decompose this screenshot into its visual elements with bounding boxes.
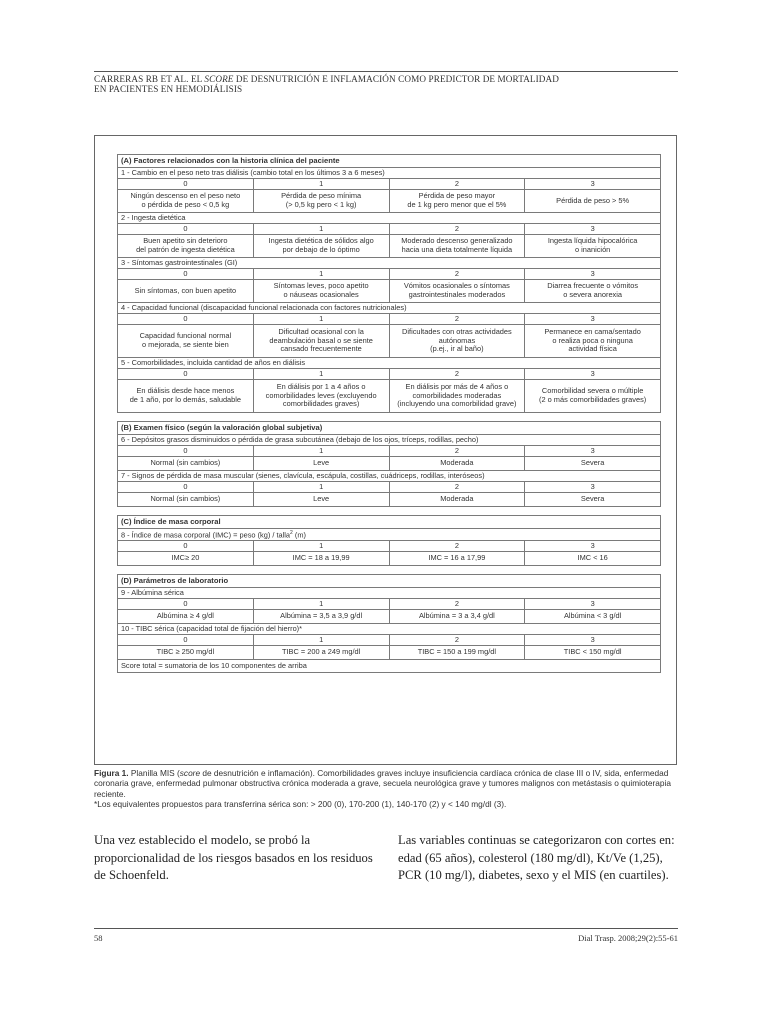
item-label: 6 - Depósitos grasos disminuidos o pérdida de grasa subcutánea (debajo de los ojos, tríceps, rodillas, pecho) [118, 435, 661, 446]
description-cell [253, 610, 389, 624]
item-label: 1 - Cambio en el peso neto tras diálisis (cambio total en los últimos 3 a 6 meses) [118, 168, 661, 179]
description-cell [118, 280, 254, 303]
description-line: Ingesta dietética de sólidos algo [268, 236, 374, 246]
item-label-superscript: 2 [290, 530, 293, 536]
score-cell: 0 [118, 599, 254, 610]
description-line: Normal (sin cambios) [150, 494, 221, 504]
description-line: deambulación basal o se siente [269, 335, 373, 345]
description-cell [253, 552, 389, 566]
score-cell: 3 [525, 369, 661, 380]
item-label: 3 - Síntomas gastrointestinales (GI) [118, 258, 661, 269]
running-head-line-2: EN PACIENTES EN HEMODIÁLISIS [94, 84, 243, 94]
description-row [118, 552, 661, 566]
description-line: (p.ej., ir al baño) [430, 344, 484, 354]
section-title: (C) Índice de masa corporal [118, 516, 661, 529]
description-line: Pérdida de peso mayor [418, 191, 496, 201]
item-label-row [118, 624, 661, 635]
score-cell: 1 [253, 224, 389, 235]
description-cell [389, 325, 525, 358]
description-line: Severa [580, 494, 605, 504]
item-label-row [118, 471, 661, 482]
description-cell [525, 280, 661, 303]
description-line: Normal (sin cambios) [150, 458, 221, 468]
total-row [118, 660, 661, 673]
score-cell: 2 [389, 314, 525, 325]
description-line: Comorbilidad severa o múltiple [541, 386, 644, 396]
description-line: de 1 año, por lo demás, saludable [129, 395, 242, 404]
description-line: o náuseas ocasionales [283, 290, 359, 299]
description-cell [389, 380, 525, 413]
figure-caption [94, 768, 680, 810]
section-gap [118, 413, 661, 422]
item-label-row [118, 213, 661, 224]
description-line: Leve [313, 458, 330, 468]
description-line: actividad física [568, 344, 617, 354]
score-cell: 1 [253, 314, 389, 325]
description-cell [389, 552, 525, 566]
score-cell: 1 [253, 369, 389, 380]
description-cell [389, 457, 525, 471]
journal-reference: Dial Trasp. 2008;29(2):55-61 [578, 933, 678, 943]
description-line: comorbilidades graves) [282, 399, 360, 409]
score-cell: 2 [389, 269, 525, 280]
description-cell [525, 325, 661, 358]
description-cell [118, 325, 254, 358]
score-cell: 3 [525, 541, 661, 552]
score-cell: 2 [389, 599, 525, 610]
description-cell [253, 493, 389, 507]
item-label: 9 - Albúmina sérica [118, 588, 661, 599]
item-label: 5 - Comorbilidades, incluida cantidad de años en diálisis [118, 358, 661, 369]
score-row [118, 369, 661, 380]
score-row [118, 541, 661, 552]
description-line: Albúmina = 3,5 a 3,9 g/dl [280, 611, 363, 621]
item-label [118, 529, 661, 541]
item-label-unit: (m) [292, 530, 306, 540]
caption-footnote: *Los equivalentes propuestos para transferrina sérica son: > 200 (0), 170-200 (1), 140-170 (2) y < 140 mg/dl (3). [94, 799, 507, 810]
description-cell [118, 190, 254, 213]
description-line: de 1 kg pero menor que el 5% [407, 200, 507, 209]
section-title: (B) Examen físico (según la valoración global subjetiva) [118, 422, 661, 435]
description-line: (2 o más comorbilidades graves) [539, 395, 647, 404]
score-cell: 3 [525, 482, 661, 493]
description-cell [253, 325, 389, 358]
section-header-row [118, 516, 661, 529]
score-cell: 2 [389, 179, 525, 190]
description-line: por debajo de lo óptimo [282, 245, 360, 254]
description-line: o realiza poca o ninguna [552, 335, 633, 345]
item-label-row [118, 303, 661, 314]
description-line: En diálisis por 1 a 4 años o [276, 382, 366, 392]
description-line: autónomas [438, 335, 476, 345]
description-cell [525, 457, 661, 471]
description-row [118, 493, 661, 507]
description-cell [118, 493, 254, 507]
description-line: TIBC < 150 mg/dl [563, 647, 622, 657]
score-cell: 2 [389, 224, 525, 235]
description-line: Ingesta líquida hipocalórica [547, 236, 638, 246]
description-cell [253, 190, 389, 213]
description-line: Leve [313, 494, 330, 504]
description-line: Diarrea frecuente o vómitos [547, 281, 639, 291]
score-cell: 1 [253, 635, 389, 646]
item-label: 10 - TIBC sérica (capacidad total de fijación del hierro)* [118, 624, 661, 635]
item-label: 2 - Ingesta dietética [118, 213, 661, 224]
score-cell: 0 [118, 179, 254, 190]
description-cell [389, 235, 525, 258]
score-cell: 3 [525, 446, 661, 457]
item-label-row [118, 168, 661, 179]
description-cell [525, 610, 661, 624]
description-line: TIBC = 200 a 249 mg/dl [281, 647, 361, 657]
mis-score-table [117, 154, 661, 673]
description-line: o pérdida de peso < 0,5 kg [141, 200, 230, 209]
description-row [118, 610, 661, 624]
score-row [118, 269, 661, 280]
description-cell [525, 552, 661, 566]
item-label-row [118, 358, 661, 369]
description-line: IMC≥ 20 [171, 553, 200, 563]
description-line: Vómitos ocasionales o síntomas [403, 281, 510, 291]
score-cell: 0 [118, 635, 254, 646]
description-row [118, 190, 661, 213]
description-cell [118, 552, 254, 566]
score-cell: 1 [253, 269, 389, 280]
description-cell [389, 280, 525, 303]
description-line: TIBC = 150 a 199 mg/dl [417, 647, 496, 657]
item-label-row [118, 529, 661, 541]
score-cell: 2 [389, 369, 525, 380]
score-cell: 0 [118, 482, 254, 493]
description-line: o inanición [574, 245, 611, 254]
score-cell: 0 [118, 541, 254, 552]
score-cell: 0 [118, 369, 254, 380]
caption-text: Figura 1. Planilla MIS (score de desnutrición e inflamación). Comorbilidades graves incluye insuficiencia cardíaca crónica de clase III o IV, sida, enfermedad coronaria grave, enfermedad pulmonar obstructiva crónica moderada a grave, secuela neurológica grave y tumores malignos con metástasis o quimioterapia reciente. [94, 768, 671, 799]
score-cell: 0 [118, 269, 254, 280]
score-row [118, 179, 661, 190]
description-line: IMC = 18 a 19,99 [292, 553, 350, 563]
score-row [118, 224, 661, 235]
description-cell [253, 457, 389, 471]
section-gap-cell [118, 566, 661, 575]
description-line: o mejorada, se siente bien [142, 340, 229, 349]
description-cell [525, 190, 661, 213]
score-cell: 3 [525, 635, 661, 646]
score-cell: 3 [525, 179, 661, 190]
description-line: Dificultad ocasional con la [278, 327, 364, 337]
score-cell: 1 [253, 446, 389, 457]
description-row [118, 646, 661, 660]
section-gap-cell [118, 413, 661, 422]
score-cell: 0 [118, 314, 254, 325]
description-cell [118, 646, 254, 660]
score-row [118, 635, 661, 646]
description-line: IMC < 16 [577, 553, 608, 563]
description-line: Ningún descenso en el peso neto [130, 191, 241, 201]
score-cell: 2 [389, 541, 525, 552]
description-cell [525, 235, 661, 258]
section-title: (A) Factores relacionados con la historia clínica del paciente [118, 155, 661, 168]
section-header-row [118, 155, 661, 168]
running-head [94, 74, 678, 94]
score-cell: 1 [253, 541, 389, 552]
score-cell: 3 [525, 224, 661, 235]
description-line: (incluyendo una comorbilidad grave) [397, 399, 517, 409]
running-head-line-1: CARRERAS RB ET AL. EL SCORE DE DESNUTRICIÓN E INFLAMACIÓN COMO PREDICTOR DE MORTALIDAD [94, 74, 560, 84]
description-line: Albúmina < 3 g/dl [563, 611, 622, 621]
description-cell [389, 493, 525, 507]
description-line: TIBC ≥ 250 mg/dl [156, 647, 215, 657]
description-row [118, 457, 661, 471]
description-line: Severa [580, 458, 605, 468]
description-cell [525, 493, 661, 507]
description-cell [389, 190, 525, 213]
section-gap [118, 566, 661, 575]
score-cell: 1 [253, 482, 389, 493]
score-cell: 2 [389, 482, 525, 493]
description-cell [525, 646, 661, 660]
description-line: Pérdida de peso > 5% [556, 195, 630, 205]
body-paragraph-left: Una vez establecido el modelo, se probó la proporcionalidad de los riesgos basados en los residuos de Schoenfeld. [94, 833, 373, 882]
header-rule [94, 71, 678, 72]
section-header-row [118, 575, 661, 588]
score-cell: 1 [253, 179, 389, 190]
description-cell [389, 610, 525, 624]
description-line: Moderado descenso generalizado [401, 236, 513, 246]
body-paragraph-right: Las variables continuas se categorizaron con cortes en: edad (65 años), colesterol (180 mg/dl), Kt/Ve (1,25), PCR (10 mg/l), diabetes, sexo y el MIS (en cuartiles). [398, 833, 675, 882]
item-label-row [118, 588, 661, 599]
score-cell: 0 [118, 446, 254, 457]
description-line: Dificultades con otras actividades [402, 327, 512, 337]
description-line: Capacidad funcional normal [139, 331, 232, 341]
item-label-row [118, 258, 661, 269]
score-cell: 3 [525, 314, 661, 325]
description-cell [389, 646, 525, 660]
description-cell [253, 235, 389, 258]
description-row [118, 280, 661, 303]
description-line: comorbilidades leves (excluyendo [265, 390, 377, 400]
description-cell [253, 380, 389, 413]
description-line: Moderada [440, 458, 474, 468]
section-title: (D) Parámetros de laboratorio [118, 575, 661, 588]
section-header-row [118, 422, 661, 435]
description-cell [118, 610, 254, 624]
score-cell: 2 [389, 635, 525, 646]
description-line: En diálisis por más de 4 años o [405, 382, 509, 392]
score-cell: 3 [525, 269, 661, 280]
description-line: Sin síntomas, con buen apetito [134, 285, 237, 295]
description-line: comorbilidades moderadas [412, 390, 502, 400]
description-line: del patrón de ingesta dietética [136, 245, 235, 254]
score-cell: 3 [525, 599, 661, 610]
description-line: Permanece en cama/sentado [544, 327, 641, 337]
description-line: o severa anorexia [563, 290, 622, 299]
item-label: 7 - Signos de pérdida de masa muscular (sienes, clavícula, escápula, costillas, cuádriceps, rodillas, interóseos) [118, 471, 661, 482]
description-cell [118, 380, 254, 413]
description-line: hacia una dieta totalmente líquida [401, 245, 513, 254]
description-cell [253, 280, 389, 303]
score-row [118, 314, 661, 325]
description-line: Buen apetito sin deterioro [143, 236, 228, 246]
description-line: Pérdida de peso mínima [281, 191, 362, 201]
score-cell: 2 [389, 446, 525, 457]
section-gap [118, 507, 661, 516]
description-cell [253, 646, 389, 660]
item-label-text: 8 - Índice de masa corporal (IMC) = peso (kg) / talla [121, 530, 291, 540]
description-cell [118, 235, 254, 258]
description-cell [525, 380, 661, 413]
description-row [118, 235, 661, 258]
section-gap-cell [118, 507, 661, 516]
description-row [118, 325, 661, 358]
score-cell: 0 [118, 224, 254, 235]
description-line: Albúmina ≥ 4 g/dl [156, 611, 214, 621]
description-line: Moderada [440, 494, 474, 504]
description-line: Albúmina = 3 a 3,4 g/dl [418, 611, 495, 621]
score-row [118, 482, 661, 493]
item-label: 4 - Capacidad funcional (discapacidad funcional relacionada con factores nutricionales) [118, 303, 661, 314]
description-line: (> 0,5 kg pero < 1 kg) [285, 200, 357, 209]
description-line: gastrointestinales moderados [408, 290, 506, 299]
description-row [118, 380, 661, 413]
total-score-text: Score total = sumatoria de los 10 componentes de arriba [118, 660, 661, 673]
description-line: En diálisis desde hace menos [136, 386, 235, 396]
description-line: cansado frecuentemente [280, 344, 362, 354]
score-row [118, 599, 661, 610]
description-line: Síntomas leves, poco apetito [273, 281, 369, 291]
description-line: IMC = 16 a 17,99 [428, 553, 486, 563]
description-cell [118, 457, 254, 471]
caption-label: Figura 1. [94, 768, 129, 778]
page-number: 58 [94, 933, 103, 943]
footer-rule [94, 928, 678, 929]
score-cell: 1 [253, 599, 389, 610]
item-label-row [118, 435, 661, 446]
score-row [118, 446, 661, 457]
